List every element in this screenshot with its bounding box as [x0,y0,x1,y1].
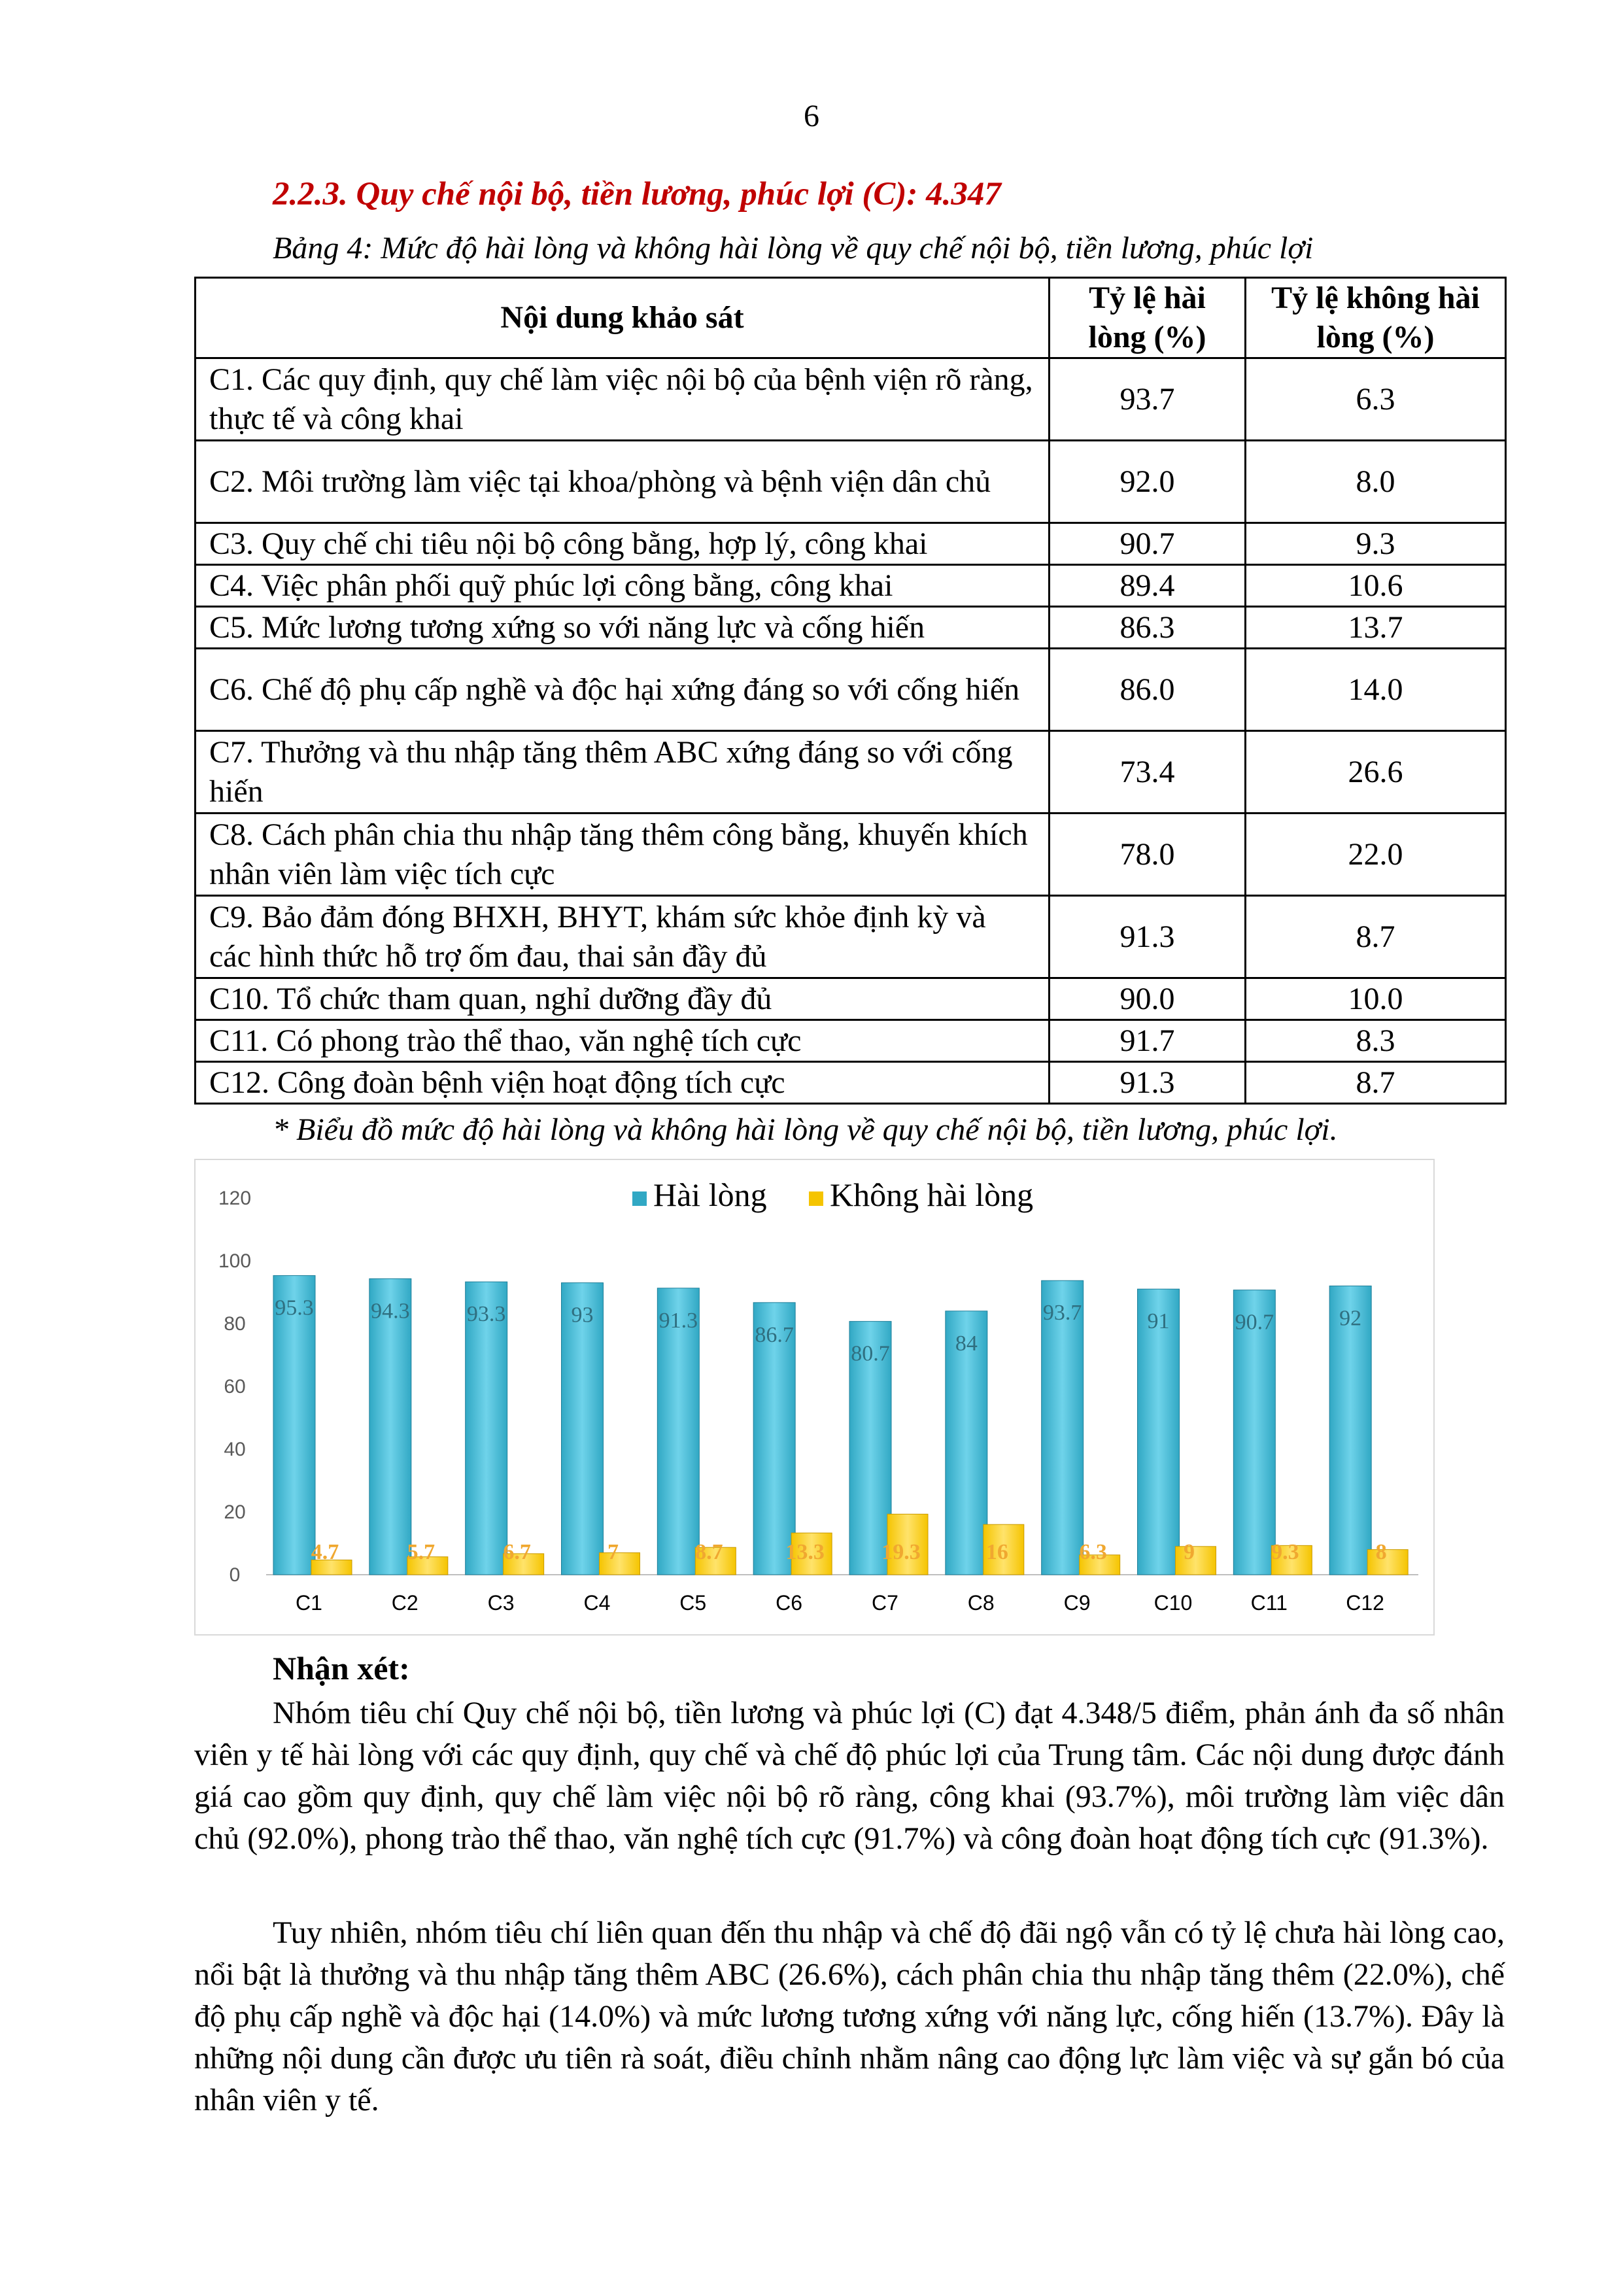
row-content: C6. Chế độ phụ cấp nghề và độc hại xứng đáng so với cống hiến [196,649,1050,731]
data-label-khong-hai-long: 8 [1375,1540,1387,1564]
bar-hai-long [273,1276,315,1575]
row-satisfied: 91.3 [1050,1062,1246,1104]
x-tick-label: C5 [679,1591,707,1615]
chart-svg [196,1160,1433,1634]
table-row [196,978,1506,1020]
table-caption: Bảng 4: Mức độ hài lòng và không hài lòng về quy chế nội bộ, tiền lương, phúc lợi [273,231,1314,266]
data-label-khong-hai-long: 9.3 [1271,1540,1299,1564]
data-label-hai-long: 80.7 [851,1341,890,1366]
row-satisfied: 86.3 [1050,607,1246,649]
table-row [196,1020,1506,1062]
chart-caption: * Biểu đồ mức độ hài lòng và không hài lòng về quy chế nội bộ, tiền lương, phúc lợi. [273,1112,1338,1147]
row-unsatisfied: 13.7 [1246,607,1506,649]
row-content: C4. Việc phân phối quỹ phúc lợi công bằng, công khai [196,565,1050,607]
row-unsatisfied: 22.0 [1246,814,1506,896]
row-content: C8. Cách phân chia thu nhập tăng thêm công bằng, khuyến khích nhân viên làm việc tích cực [196,814,1050,896]
data-label-hai-long: 86.7 [755,1322,794,1347]
data-label-hai-long: 93.7 [1042,1301,1082,1326]
data-label-hai-long: 90.7 [1235,1310,1274,1335]
row-unsatisfied: 8.3 [1246,1020,1506,1062]
data-label-khong-hai-long: 6.7 [503,1540,531,1564]
data-label-hai-long: 93.3 [466,1302,506,1327]
data-label-khong-hai-long: 8.7 [695,1540,723,1564]
row-content: C11. Có phong trào thể thao, văn nghệ tích cực [196,1020,1050,1062]
x-tick-label: C3 [487,1591,515,1615]
table-row [196,1062,1506,1104]
x-tick-label: C10 [1153,1591,1193,1615]
legend-swatch-hai-long [632,1191,647,1206]
y-tick-label: 60 [224,1376,246,1397]
bar-khong-hai-long [1367,1550,1408,1575]
row-satisfied: 73.4 [1050,731,1246,814]
header-satisfied: Tỷ lệ hài lòng (%) [1050,278,1246,358]
row-content: C12. Công đoàn bệnh viện hoạt động tích cực [196,1062,1050,1104]
row-satisfied: 89.4 [1050,565,1246,607]
page-number: 6 [804,99,819,133]
row-unsatisfied: 6.3 [1246,358,1506,441]
x-tick-label: C6 [776,1591,803,1615]
data-label-hai-long: 84 [955,1331,978,1356]
x-tick-label: C4 [583,1591,611,1615]
data-label-khong-hai-long: 7 [607,1540,619,1564]
data-label-khong-hai-long: 6.3 [1079,1540,1107,1564]
y-tick-label: 0 [229,1564,241,1586]
legend-label-khong-hai-long: Không hài lòng [830,1176,1034,1213]
row-unsatisfied: 10.0 [1246,978,1506,1020]
row-unsatisfied: 14.0 [1246,649,1506,731]
comment-paragraph-1: Nhóm tiêu chí Quy chế nội bộ, tiền lương và phúc lợi (C) đạt 4.348/5 điểm, phản ánh đa số nhân viên y tế hài lòng với các quy định, quy chế và chế độ phúc lợi của Trung tâm. Các nội dung được đánh giá cao gồm quy định, quy chế làm việc nội bộ rõ ràng, công khai (93.7%), môi trường làm việc dân chủ (92.0%), phong trào thể thao, văn nghệ tích cực (91.7%) và công đoàn hoạt động tích cực (91.3%). [194,1696,1505,1856]
x-tick-label: C1 [295,1591,322,1615]
table-row [196,649,1506,731]
x-tick-label: C8 [967,1591,995,1615]
table-row [196,896,1506,978]
y-tick-label: 20 [224,1501,246,1523]
row-unsatisfied: 9.3 [1246,523,1506,565]
data-label-hai-long: 93 [571,1303,594,1328]
data-label-khong-hai-long: 4.7 [311,1540,339,1564]
data-label-khong-hai-long: 19.3 [881,1540,921,1564]
x-tick-label: C12 [1346,1591,1384,1615]
x-tick-label: C9 [1063,1591,1091,1615]
bar-khong-hai-long [1176,1547,1216,1575]
table-row [196,523,1506,565]
row-content: C10. Tổ chức tham quan, nghỉ dưỡng đầy đủ [196,978,1050,1020]
data-label-hai-long: 91 [1147,1309,1170,1334]
x-tick-label: C7 [871,1591,898,1615]
row-satisfied: 91.3 [1050,896,1246,978]
data-label-khong-hai-long: 13.3 [785,1540,825,1564]
row-content: C1. Các quy định, quy chế làm việc nội bộ của bệnh viện rõ ràng, thực tế và công khai [196,358,1050,441]
table-row [196,731,1506,814]
data-label-hai-long: 94.3 [371,1299,410,1324]
y-tick-label: 100 [218,1250,252,1272]
row-content: C5. Mức lương tương xứng so với năng lực và cống hiến [196,607,1050,649]
x-tick-label: C2 [391,1591,419,1615]
data-label-hai-long: 91.3 [658,1308,698,1333]
header-content: Nội dung khảo sát [196,278,1050,358]
row-unsatisfied: 8.7 [1246,1062,1506,1104]
row-content: C3. Quy chế chi tiêu nội bộ công bằng, hợp lý, công khai [196,523,1050,565]
comment-heading: Nhận xét: [273,1650,410,1687]
row-unsatisfied: 26.6 [1246,731,1506,814]
row-satisfied: 86.0 [1050,649,1246,731]
data-label-hai-long: 95.3 [275,1295,314,1320]
y-tick-label: 120 [218,1188,252,1209]
y-tick-label: 40 [224,1439,246,1460]
bar-khong-hai-long [600,1552,640,1575]
row-unsatisfied: 8.0 [1246,441,1506,523]
data-label-khong-hai-long: 9 [1184,1540,1195,1564]
row-unsatisfied: 8.7 [1246,896,1506,978]
x-tick-label: C11 [1250,1591,1288,1615]
row-content: C9. Bảo đảm đóng BHXH, BHYT, khám sức khỏe định kỳ và các hình thức hỗ trợ ốm đau, thai sản đầy đủ [196,896,1050,978]
legend-label-hai-long: Hài lòng [653,1176,767,1213]
row-satisfied: 90.0 [1050,978,1246,1020]
table-row [196,441,1506,523]
table-row [196,358,1506,441]
table-row [196,607,1506,649]
survey-table [194,277,1507,1105]
section-title: 2.2.3. Quy chế nội bộ, tiền lương, phúc lợi (C): 4.347 [273,176,1001,213]
data-label-khong-hai-long: 16 [985,1540,1008,1564]
row-unsatisfied: 10.6 [1246,565,1506,607]
row-content: C2. Môi trường làm việc tại khoa/phòng và bệnh viện dân chủ [196,441,1050,523]
data-label-hai-long: 92 [1339,1306,1362,1331]
header-unsatisfied: Tỷ lệ không hài lòng (%) [1246,278,1506,358]
row-satisfied: 78.0 [1050,814,1246,896]
table-row [196,814,1506,896]
row-satisfied: 93.7 [1050,358,1246,441]
bar-chart [194,1159,1435,1636]
row-content: C7. Thưởng và thu nhập tăng thêm ABC xứng đáng so với cống hiến [196,731,1050,814]
comment-paragraph-2: Tuy nhiên, nhóm tiêu chí liên quan đến thu nhập và chế độ đãi ngộ vẫn có tỷ lệ chưa hài lòng cao, nổi bật là thưởng và thu nhập tăng thêm ABC (26.6%), cách phân chia thu nhập tăng thêm (22.0%), chế độ phụ cấp nghề và độc hại (14.0%) và mức lương tương xứng với năng lực, cống hiến (13.7%). Đây là những nội dung cần được ưu tiên rà soát, điều chỉnh nhằm nâng cao động lực làm việc và sự gắn bó của nhân viên y tế. [194,1915,1505,2117]
data-label-khong-hai-long: 5.7 [407,1540,436,1564]
table-row [196,565,1506,607]
y-tick-label: 80 [224,1313,246,1335]
row-satisfied: 91.7 [1050,1020,1246,1062]
legend-swatch-khong-hai-long [809,1191,823,1206]
row-satisfied: 92.0 [1050,441,1246,523]
row-satisfied: 90.7 [1050,523,1246,565]
